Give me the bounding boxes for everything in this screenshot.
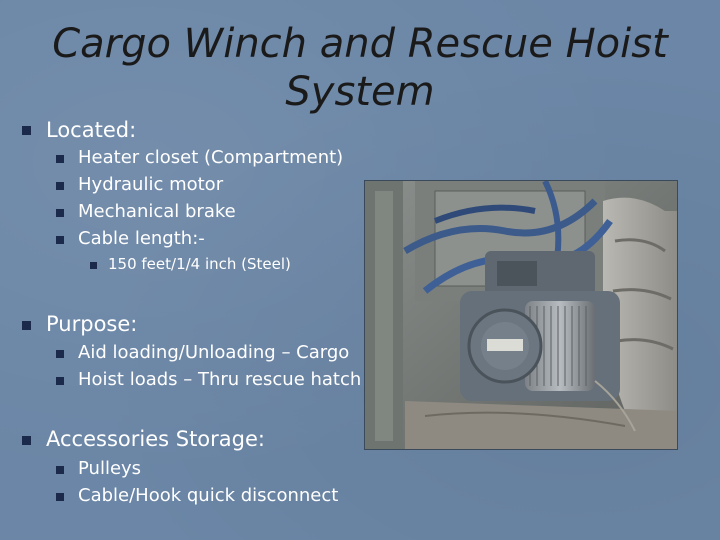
- bullet-icon: [56, 155, 64, 163]
- list-item: Cable/Hook quick disconnect: [78, 485, 339, 506]
- bullet-icon: [56, 350, 64, 358]
- slide-title: Cargo Winch and Rescue Hoist System: [52, 21, 668, 115]
- bullet-icon: [56, 493, 64, 501]
- bullet-icon: [56, 182, 64, 190]
- section-heading-located: Located:: [46, 118, 137, 142]
- bullet-icon: [56, 209, 64, 217]
- list-item: Aid loading/Unloading – Cargo: [78, 342, 350, 363]
- bullet-icon: [56, 236, 64, 244]
- list-item: Pulleys: [78, 458, 142, 479]
- bullet-icon: [22, 321, 31, 330]
- list-item: Hoist loads – Thru rescue hatch: [78, 369, 362, 390]
- bullet-icon: [56, 466, 64, 474]
- list-item: Mechanical brake: [78, 201, 236, 222]
- sub-list-item: 150 feet/1/4 inch (Steel): [108, 255, 291, 273]
- bullet-icon: [56, 377, 64, 385]
- bullet-icon: [22, 126, 31, 135]
- list-item: Hydraulic motor: [78, 174, 224, 195]
- list-item: Heater closet (Compartment): [78, 147, 344, 168]
- winch-photo: [364, 180, 678, 450]
- list-item: Cable length:-: [78, 228, 205, 249]
- section-heading-accessories: Accessories Storage:: [46, 427, 265, 451]
- bullet-icon: [90, 262, 97, 269]
- bullet-icon: [22, 436, 31, 445]
- section-heading-purpose: Purpose:: [46, 312, 138, 336]
